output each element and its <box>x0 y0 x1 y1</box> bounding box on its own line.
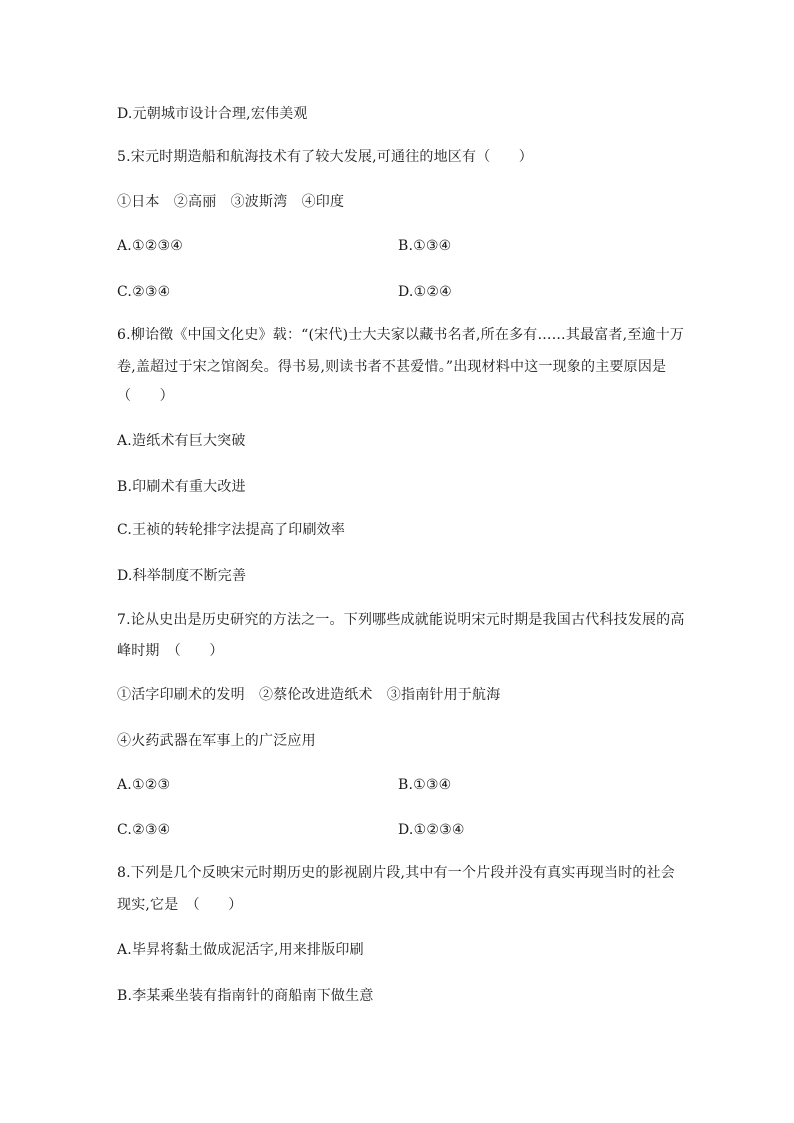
q6-stem-line3: （ ） <box>117 388 174 404</box>
q7-stem-line1: 7.论从史出是历史研究的方法之一。下列哪些成就能说明宋元时期是我国古代科技发展的高 <box>117 612 685 628</box>
q7-option-d: D.①②③④ <box>398 822 465 838</box>
q7-option-c: C.②③④ <box>117 822 171 838</box>
q7-option-b: B.①③④ <box>398 777 452 793</box>
q7-items-line2: ④火药武器在军事上的广泛应用 <box>117 733 316 749</box>
q6-stem-line2: 卷,盖超过于宋之馆阁矣。得书易,则读书者不甚爱惜。”出现材料中这一现象的主要原因是 <box>117 359 667 375</box>
q4-option-d: D.元朝城市设计合理,宏伟美观 <box>117 106 308 122</box>
q5-option-d: D.①②④ <box>398 284 452 300</box>
q8-option-b: B.李某乘坐装有指南针的商船南下做生意 <box>117 988 374 1004</box>
q5-option-c: C.②③④ <box>117 284 171 300</box>
q6-option-a: A.造纸术有巨大突破 <box>117 433 246 449</box>
q5-option-a: A.①②③④ <box>117 238 183 254</box>
q8-stem-line1: 8.下列是几个反映宋元时期历史的影视剧片段,其中有一个片段并没有真实再现当时的社会 <box>117 865 676 881</box>
q6-option-d: D.科举制度不断完善 <box>117 568 247 584</box>
q6-stem-line1: 6.柳诒徵《中国文化史》载：“(宋代)士大夫家以藏书名者,所在多有……其最富者,至逾十万 <box>117 327 685 343</box>
q7-items-line1: ①活字印刷术的发明 ②蔡伦改进造纸术 ③指南针用于航海 <box>117 687 501 703</box>
q5-stem: 5.宋元时期造船和航海技术有了较大发展,可通往的地区有（ ） <box>117 149 534 165</box>
q8-stem-line2: 现实,它是 （ ） <box>117 897 243 913</box>
q6-option-b: B.印刷术有重大改进 <box>117 479 246 495</box>
q6-option-c: C.王祯的转轮排字法提高了印刷效率 <box>117 522 346 538</box>
q7-stem-line2: 峰时期 （ ） <box>117 643 224 659</box>
q5-items: ①日本 ②高丽 ③波斯湾 ④印度 <box>117 194 345 210</box>
q8-option-a: A.毕昇将黏土做成泥活字,用来排版印刷 <box>117 942 364 958</box>
q5-option-b: B.①③④ <box>398 238 452 254</box>
q7-option-a: A.①②③ <box>117 777 171 793</box>
